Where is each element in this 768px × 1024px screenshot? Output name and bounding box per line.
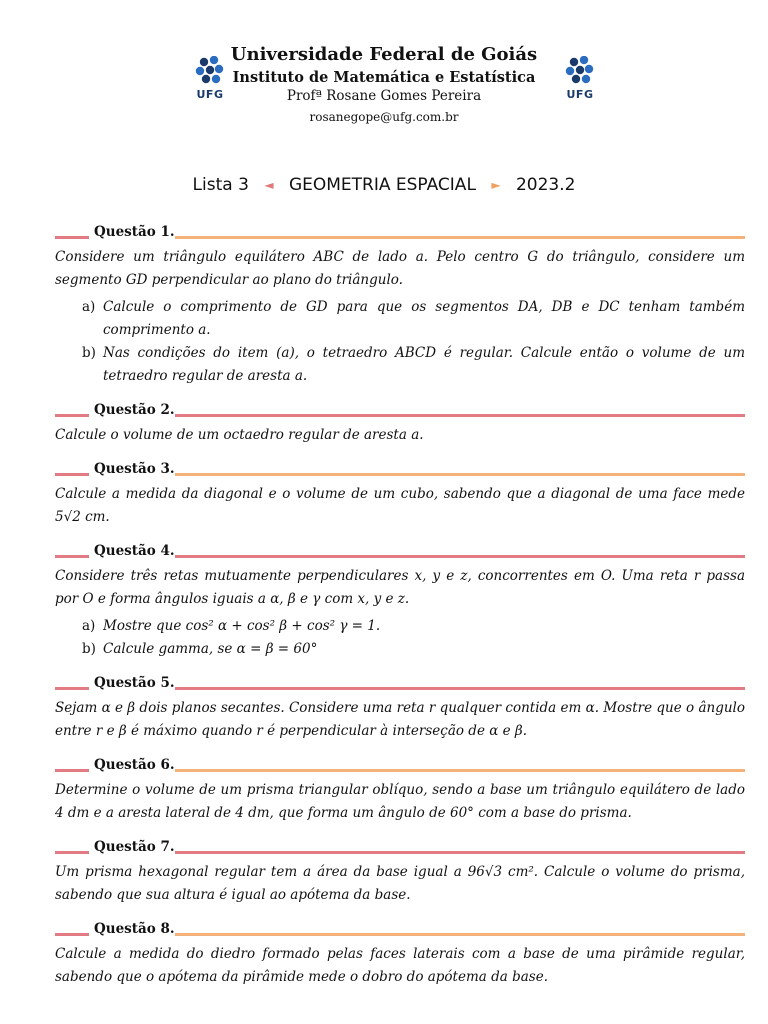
question-items <box>82 296 745 388</box>
heading-rule-left <box>55 236 89 239</box>
list-number: Lista 3 <box>192 175 249 195</box>
ufg-logo-text: UFG <box>566 88 594 101</box>
question-text: Considere três retas mutuamente perpendiculares x, y e z, concorrentes em O. Uma reta r passa por O e forma ângulos iguais a α, β e γ com x, y e z. <box>55 568 745 607</box>
question-text: Sejam α e β dois planos secantes. Considere uma reta r qualquer contida em α. Mostre que o ângulo entre r e β é máximo quando r é perpendicular à interseção de α e β. <box>55 700 745 739</box>
question-text: Calcule o volume de um octaedro regular de aresta a. <box>55 427 424 443</box>
question-item <box>82 342 745 388</box>
question-heading <box>55 921 745 941</box>
professor-email: rosanegope@ufg.com.br <box>309 110 459 124</box>
question-heading <box>55 543 745 563</box>
question-5 <box>55 675 745 743</box>
ufg-logo-text: UFG <box>196 88 224 101</box>
item-marker: a) <box>82 299 96 315</box>
arrow-left-icon: ◄ <box>264 178 274 192</box>
heading-rule-left <box>55 555 89 558</box>
arrow-right-icon: ► <box>491 178 501 192</box>
item-text: Calcule gamma, se α = β = 60° <box>103 641 318 657</box>
heading-rule-right <box>175 236 745 239</box>
list-subject: GEOMETRIA ESPACIAL <box>288 175 476 195</box>
questions-list <box>55 224 745 1003</box>
question-heading <box>55 402 745 422</box>
heading-rule-left <box>55 414 89 417</box>
question-2 <box>55 402 745 447</box>
question-text: Um prisma hexagonal regular tem a área da base igual a 96√3 cm². Calcule o volume do prisma, sabendo que sua altura é igual ao apótema da base. <box>55 864 745 903</box>
ufg-logo <box>560 56 600 102</box>
heading-rule-left <box>55 769 89 772</box>
university-name: Universidade Federal de Goiás <box>230 44 538 65</box>
question-text: Considere um triângulo equilátero ABC de lado a. Pelo centro G do triângulo, considere um segmento GD perpendicular ao plano do triângulo. <box>55 249 745 288</box>
institute-name: Instituto de Matemática e Estatística <box>232 69 536 86</box>
list-title <box>0 175 768 195</box>
question-heading <box>55 675 745 695</box>
question-text: Calcule a medida do diedro formado pelas faces laterais com a base de uma pirâmide regular, sabendo que o apótema da pirâmide mede o dobro do apótema da base. <box>55 946 745 985</box>
question-6 <box>55 757 745 825</box>
question-label: Questão 2. <box>94 402 179 418</box>
heading-rule-right <box>175 555 745 558</box>
question-item <box>82 615 745 638</box>
question-1 <box>55 224 745 388</box>
heading-rule-left <box>55 851 89 854</box>
question-label: Questão 3. <box>94 461 179 477</box>
question-heading <box>55 757 745 777</box>
question-items <box>82 615 745 661</box>
heading-rule-right <box>175 851 745 854</box>
question-4 <box>55 543 745 661</box>
question-label: Questão 5. <box>94 675 179 691</box>
question-heading <box>55 839 745 859</box>
question-text: Calcule a medida da diagonal e o volume de um cubo, sabendo que a diagonal de uma face mede 5√2 cm. <box>55 486 745 525</box>
heading-rule-right <box>175 414 745 417</box>
question-text: Determine o volume de um prisma triangular oblíquo, sendo a base um triângulo equilátero de lado 4 dm e a aresta lateral de 4 dm, que forma um ângulo de 60° com a base do prisma. <box>55 782 745 821</box>
item-marker: a) <box>82 618 96 634</box>
item-marker: b) <box>82 345 96 361</box>
item-text: Nas condições do item (a), o tetraedro ABCD é regular. Calcule então o volume de um tetraedro regular de aresta a. <box>103 345 745 384</box>
heading-rule-right <box>175 687 745 690</box>
list-term: 2023.2 <box>515 175 576 195</box>
heading-rule-right <box>175 769 745 772</box>
heading-rule-right <box>175 473 745 476</box>
question-item <box>82 638 745 661</box>
heading-rule-left <box>55 687 89 690</box>
document-header <box>0 44 768 134</box>
question-label: Questão 4. <box>94 543 179 559</box>
question-7 <box>55 839 745 907</box>
question-label: Questão 8. <box>94 921 179 937</box>
item-marker: b) <box>82 641 96 657</box>
item-text: Calcule o comprimento de GD para que os segmentos DA, DB e DC tenham também comprimento a. <box>103 299 745 338</box>
question-label: Questão 1. <box>94 224 179 240</box>
heading-rule-left <box>55 473 89 476</box>
question-label: Questão 7. <box>94 839 179 855</box>
heading-rule-left <box>55 933 89 936</box>
question-label: Questão 6. <box>94 757 179 773</box>
question-item <box>82 296 745 342</box>
item-text: Mostre que cos² α + cos² β + cos² γ = 1. <box>103 618 381 634</box>
question-heading <box>55 461 745 481</box>
professor-name: Profª Rosane Gomes Pereira <box>286 88 482 104</box>
question-3 <box>55 461 745 529</box>
question-8 <box>55 921 745 989</box>
ufg-logo-icon <box>560 56 600 86</box>
heading-rule-right <box>175 933 745 936</box>
question-heading <box>55 224 745 244</box>
